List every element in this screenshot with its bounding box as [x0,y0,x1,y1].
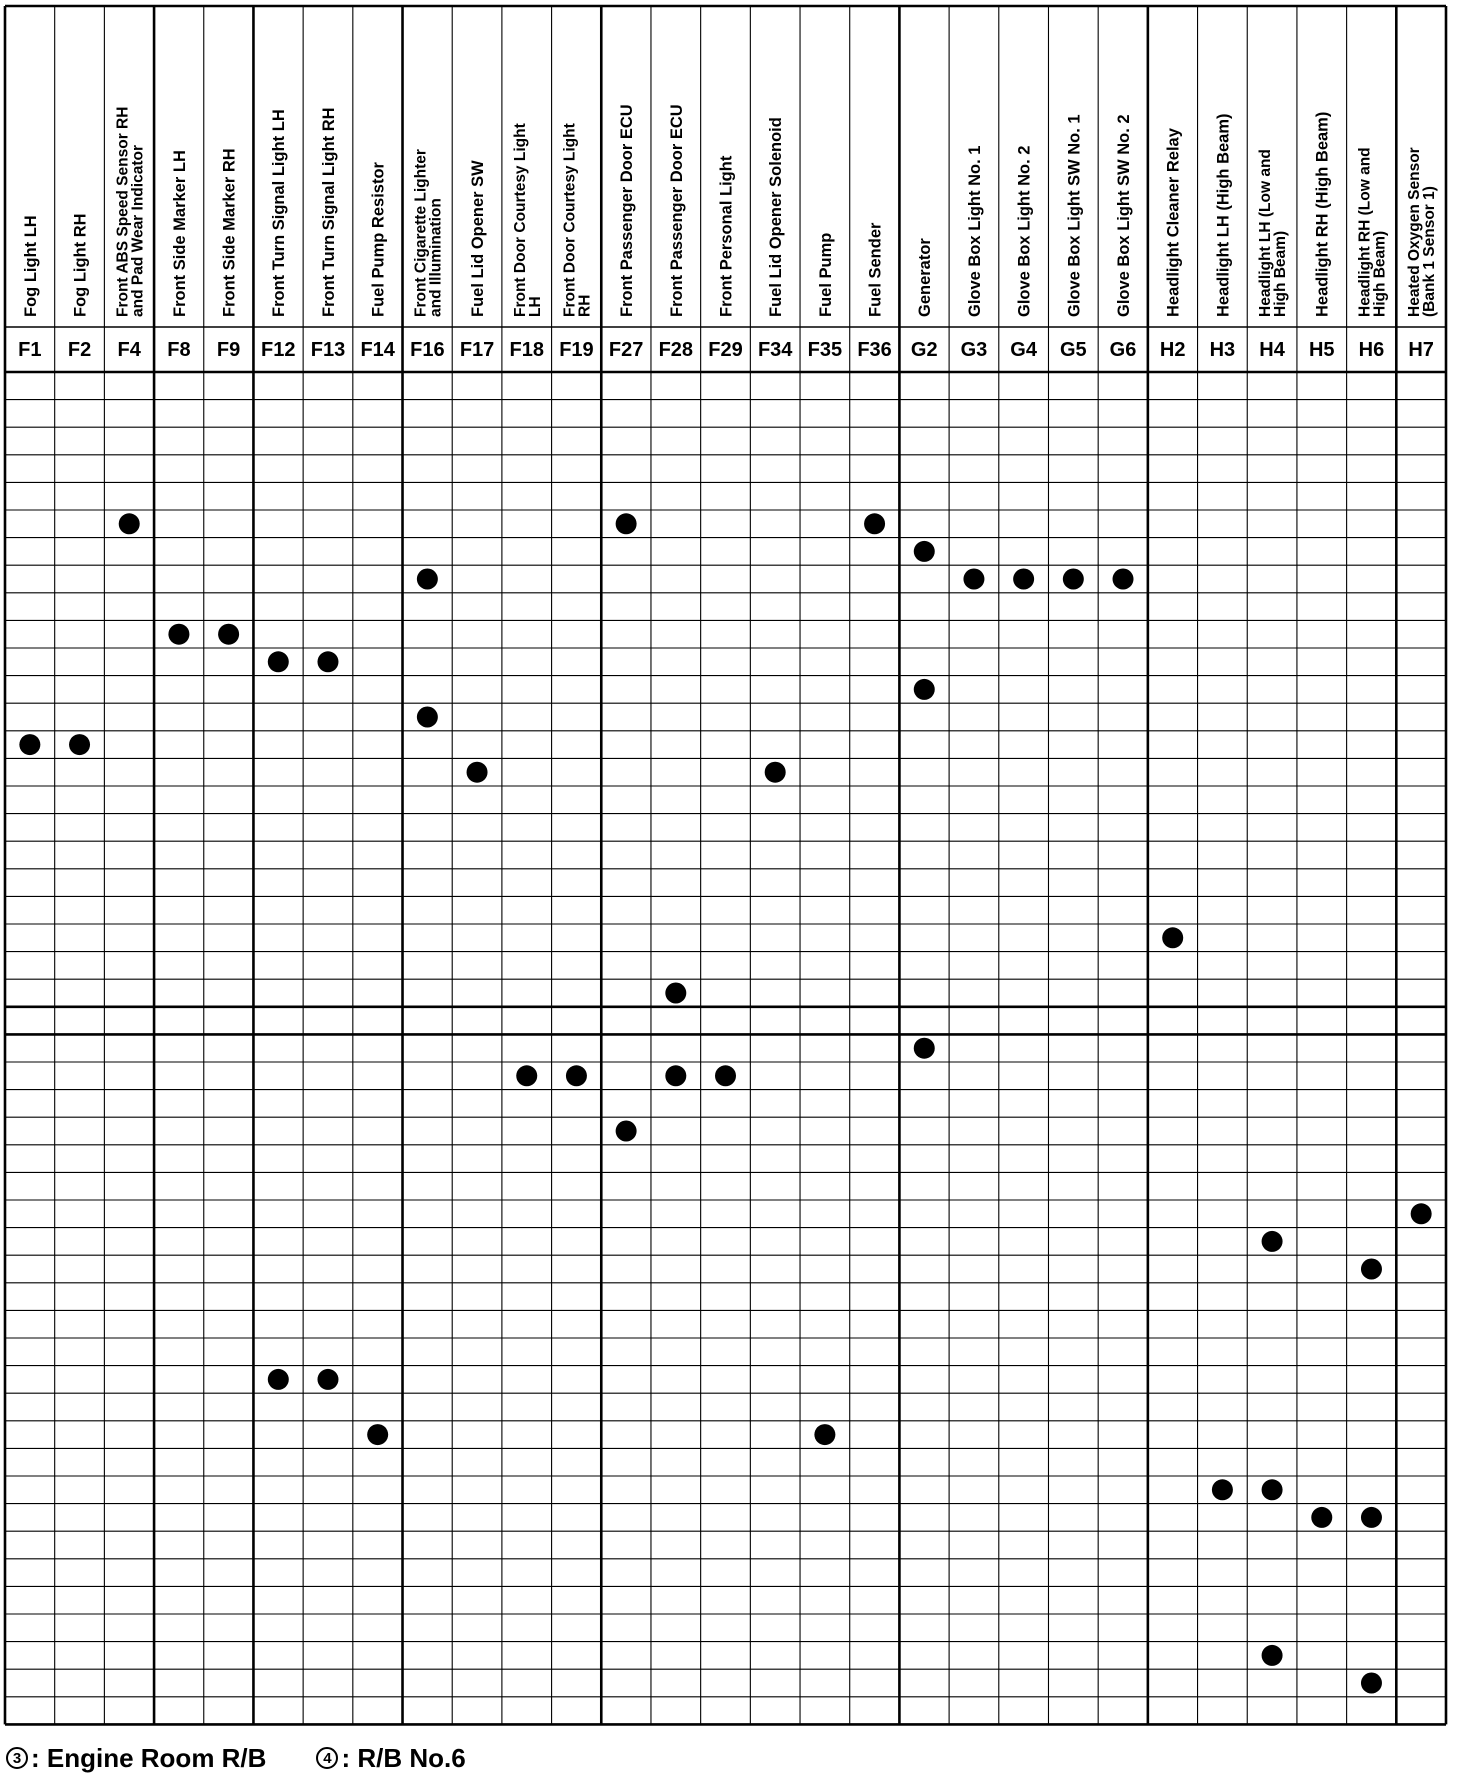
connection-dot-f17 [467,762,488,783]
column-code-f1: F1 [18,338,42,361]
column-label-h6: Headlight RH (Low andHigh Beam) [1356,147,1389,317]
column-label-g2: Generator [916,238,935,317]
column-code-h6: H6 [1358,338,1385,361]
connection-dot-g4 [1013,569,1034,590]
connection-dot-f36 [864,513,885,534]
connection-dot-h6 [1361,1507,1382,1528]
column-label-h3: Headlight LH (High Beam) [1214,113,1233,317]
column-label-f27: Front Passenger Door ECU [618,104,637,317]
column-label-f36: Fuel Sender [866,222,885,317]
legend-number-4: 4 [316,1747,338,1769]
column-code-f9: F9 [216,338,241,361]
column-label-f4: Front ABS Speed Sensor RHand Pad Wear Indicator [114,106,147,317]
column-label-f8: Front Side Marker LH [170,150,189,317]
connection-dot-f4 [119,513,140,534]
column-code-f35: F35 [807,338,843,361]
column-code-f2: F2 [67,338,92,361]
connection-dot-f16 [417,707,438,728]
column-label-f13: Front Turn Signal Light RH [319,107,338,317]
column-code-f34: F34 [757,338,793,361]
column-code-f36: F36 [857,338,892,361]
legend-number-3: 3 [6,1747,28,1769]
connection-dot-f14 [367,1424,388,1445]
column-code-f18: F18 [509,338,544,361]
connection-dot-f27 [616,513,637,534]
column-label-f19: Front Door Courtesy LightRH [561,123,594,317]
column-code-g2: G2 [910,338,938,361]
connection-dot-f34 [765,762,786,783]
column-code-g4: G4 [1010,338,1037,361]
column-label-f9: Front Side Marker RH [220,148,239,317]
connection-dot-g2 [914,679,935,700]
column-label-h7: Heated Oxygen Sensor(Bank 1 Sensor 1) [1406,147,1439,317]
legend [6,1738,516,1778]
connection-dot-f19 [566,1065,587,1086]
column-code-h5: H5 [1308,338,1335,361]
column-label-g4: Glove Box Light No. 2 [1015,145,1034,317]
column-code-g6: G6 [1109,338,1137,361]
column-code-f13: F13 [310,338,346,361]
connection-dot-g5 [1063,569,1084,590]
connection-dot-f12 [268,1369,289,1390]
connection-dot-f18 [516,1065,537,1086]
connection-dot-f28 [665,983,686,1004]
column-label-f2: Fog Light RH [71,213,90,317]
column-code-f4: F4 [117,338,141,361]
connection-dot-f1 [19,734,40,755]
connection-dot-f29 [715,1065,736,1086]
column-label-g6: Glove Box Light SW No. 2 [1114,114,1133,317]
connection-dot-h2 [1162,927,1183,948]
column-label-f17: Fuel Lid Opener SW [468,160,487,317]
column-code-f17: F17 [459,338,495,361]
column-code-f28: F28 [658,338,694,361]
legend-text-rb-no6: : R/B No.6 [341,1742,466,1773]
connection-dot-f8 [168,624,189,645]
connection-dot-h4 [1262,1231,1283,1252]
column-code-h4: H4 [1259,338,1285,361]
legend-item-rb-no6 [316,1743,465,1774]
column-code-f14: F14 [360,338,395,361]
connection-dot-h6 [1361,1259,1382,1280]
connection-dot-h4 [1262,1479,1283,1500]
connection-dot-f16 [417,569,438,590]
connection-dot-f35 [814,1424,835,1445]
column-label-f16: Front Cigarette Lighterand Illumination [412,149,445,317]
connection-dot-g3 [963,569,984,590]
column-label-h5: Headlight RH (High Beam) [1313,111,1332,317]
column-code-h3: H3 [1209,338,1236,361]
column-label-f14: Fuel Pump Resistor [369,162,388,317]
column-code-f19: F19 [559,338,594,361]
connection-dot-g6 [1113,569,1134,590]
column-label-f28: Front Passenger Door ECU [667,104,686,317]
column-label-f12: Front Turn Signal Light LH [270,109,289,317]
connection-dot-g2 [914,1038,935,1059]
column-code-g3: G3 [960,338,988,361]
connection-dot-f13 [317,1369,338,1390]
connection-dot-h5 [1311,1507,1332,1528]
column-label-h4: Headlight LH (Low andHigh Beam) [1257,149,1290,317]
column-label-f1: Fog Light LH [21,215,40,317]
column-code-g5: G5 [1059,338,1087,361]
column-label-f18: Front Door Courtesy LightLH [511,123,544,317]
connection-dot-f9 [218,624,239,645]
column-label-g5: Glove Box Light SW No. 1 [1065,114,1084,317]
connection-dot-h4 [1262,1645,1283,1666]
connection-dot-f2 [69,734,90,755]
column-label-h2: Headlight Cleaner Relay [1164,128,1183,317]
column-code-f27: F27 [608,338,644,361]
connection-dot-f27 [616,1121,637,1142]
column-code-f16: F16 [410,338,445,361]
column-code-f12: F12 [261,338,296,361]
connection-dot-h6 [1361,1673,1382,1694]
column-code-f29: F29 [708,338,743,361]
column-code-h2: H2 [1159,338,1186,361]
connection-dot-h7 [1411,1203,1432,1224]
connection-dot-f13 [317,651,338,672]
column-label-f29: Front Personal Light [717,155,736,317]
column-code-f8: F8 [167,338,191,361]
legend-text-engine-room-rb: : Engine Room R/B [31,1742,267,1773]
column-label-g3: Glove Box Light No. 1 [965,145,984,317]
connection-dot-g2 [914,541,935,562]
column-label-f35: Fuel Pump [816,232,835,317]
column-label-f34: Fuel Lid Opener Solenoid [767,117,786,317]
connection-dot-h3 [1212,1479,1233,1500]
connection-dot-f12 [268,651,289,672]
column-code-h7: H7 [1408,338,1434,361]
legend-item-engine-room-rb [6,1743,266,1774]
connection-dot-f28 [665,1065,686,1086]
